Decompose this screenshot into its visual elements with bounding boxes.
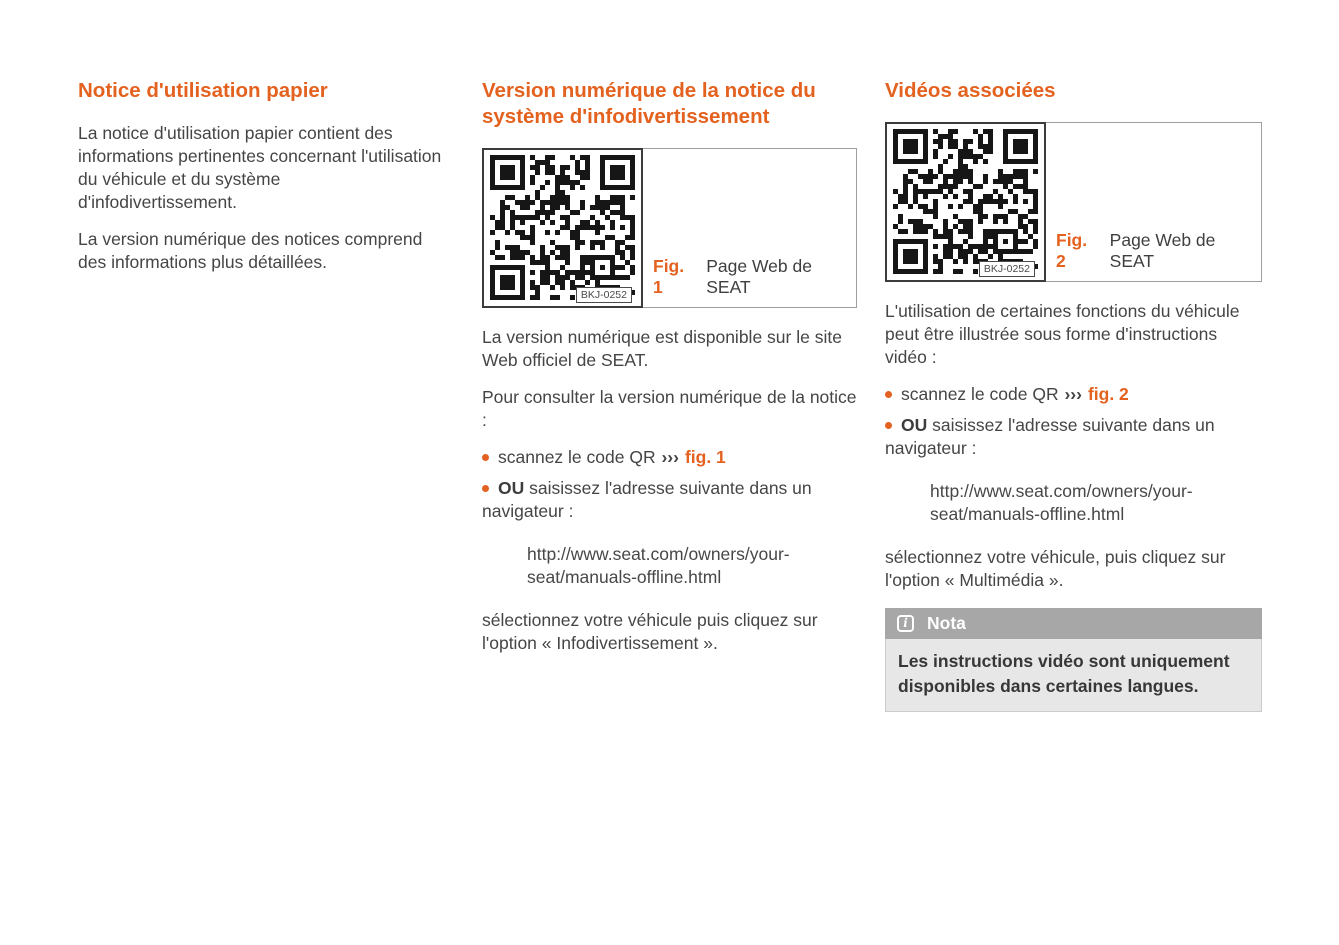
bullet-text: scannez le code QR (498, 447, 661, 467)
figure-caption: Page Web de SEAT (706, 256, 812, 297)
paragraph: La notice d'utilisation papier contient des informations pertinentes concernant l'utilisation du véhicule et du système d'infodivertissement. (78, 123, 442, 212)
figure-caption: Page Web de SEAT (1109, 230, 1216, 271)
bullet-text: scannez le code QR (901, 384, 1064, 404)
qr-code (885, 122, 1046, 282)
figure-1 (482, 148, 857, 308)
info-icon: i (897, 615, 914, 632)
bullet-dot (885, 391, 892, 398)
bullet-item-scan-qr (885, 383, 1262, 406)
bullet-text: saisissez l'adresse suivante dans un navigateur : (482, 478, 812, 521)
paragraph: L'utilisation de certaines fonctions du véhicule peut être illustrée sous forme d'instructions vidéo : (885, 301, 1240, 367)
cross-reference-arrows: ››› (661, 447, 679, 467)
figure-reference: fig. 2 (1087, 384, 1129, 404)
note-header (885, 608, 1262, 639)
bullet-dot (885, 422, 892, 429)
manual-url: http://www.seat.com/owners/your-seat/manuals-offline.html (930, 481, 1193, 524)
bullet-dot (482, 485, 489, 492)
note-title: Nota (927, 613, 966, 633)
section-heading-paper-manual: Notice d'utilisation papier (78, 79, 328, 102)
bullet-item-scan-qr (482, 446, 857, 469)
figure-label: Fig. 1 (653, 256, 685, 297)
paragraph: Pour consulter la version numérique de la notice : (482, 387, 857, 430)
figure-label: Fig. 2 (1056, 230, 1088, 271)
section-heading-videos: Vidéos associées (885, 79, 1056, 102)
figure-caption-panel (643, 148, 857, 308)
figure-caption-panel (1046, 122, 1262, 282)
column-digital-manual (482, 78, 857, 669)
figure-2 (885, 122, 1262, 282)
qr-code (482, 148, 643, 308)
paragraph: La version numérique est disponible sur le site Web officiel de SEAT. (482, 327, 842, 370)
cross-reference-arrows: ››› (1064, 384, 1082, 404)
paragraph: sélectionnez votre véhicule puis cliquez sur l'option « Infodivertissement ». (482, 610, 818, 653)
bullet-text: saisissez l'adresse suivante dans un navigateur : (885, 415, 1215, 458)
image-code-label: BKJ-0252 (576, 287, 632, 303)
paragraph: La version numérique des notices comprend des informations plus détaillées. (78, 229, 423, 272)
bullet-bold-word: OU (498, 478, 525, 498)
section-heading-digital-version: Version numérique de la notice du système d'infodivertissement (482, 79, 816, 128)
bullet-dot (482, 454, 489, 461)
image-code-label: BKJ-0252 (979, 261, 1035, 277)
figure-reference: fig. 1 (684, 447, 726, 467)
note-box (885, 608, 1262, 712)
column-related-videos (885, 78, 1262, 712)
bullet-item-url (885, 414, 1262, 460)
bullet-bold-word: OU (901, 415, 928, 435)
paragraph: sélectionnez votre véhicule, puis cliquez sur l'option « Multimédia ». (885, 547, 1226, 590)
bullet-item-url (482, 477, 857, 523)
manual-url: http://www.seat.com/owners/your-seat/manuals-offline.html (527, 544, 790, 587)
note-text: Les instructions vidéo sont uniquement disponibles dans certaines langues. (885, 639, 1262, 712)
column-paper-manual (78, 78, 444, 288)
